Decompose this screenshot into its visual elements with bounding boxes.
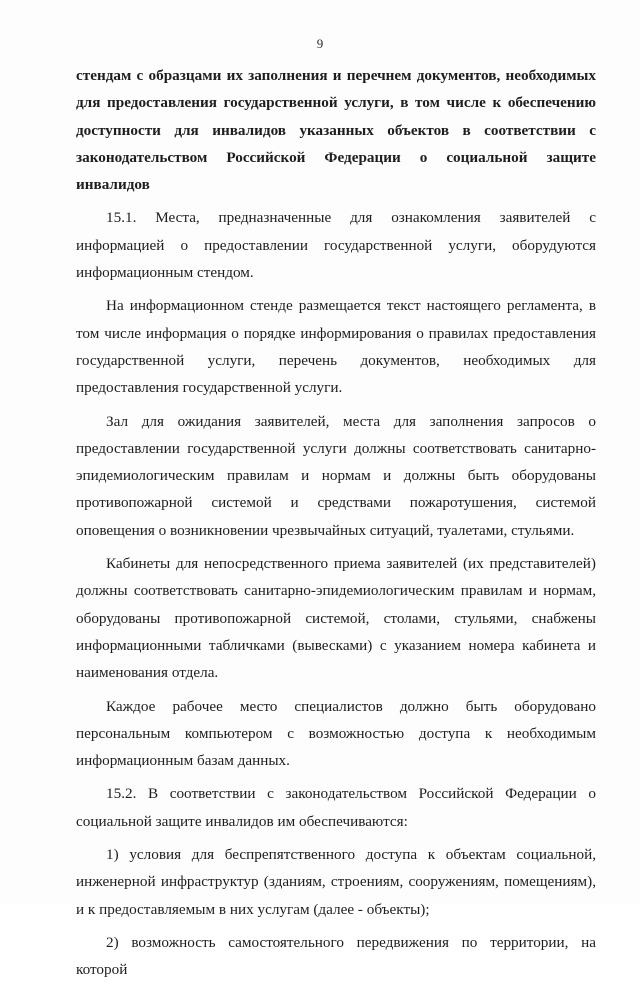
paragraph-15-1: 15.1. Места, предназначенные для ознакомления заявителей с информацией о предоставлении государственной услуги, оборудуются информационным стендом. <box>76 209 596 282</box>
document-body <box>76 62 596 984</box>
section-heading: стендам с образцами их заполнения и перечнем документов, необходимых для предоставления государственной услуги, в том числе к обеспечению доступности для инвалидов указанных объектов в соответствии с законодательством Российской Федерации о социальной защите инвалидов <box>76 67 596 194</box>
paragraph-offices: Кабинеты для непосредственного приема заявителей (их представителей) должны соответствовать санитарно-эпидемиологическим правилам и нормам, оборудованы противопожарной системой, столами, стульями, снабжены информационными табличками (вывесками) с указанием номера кабинета и наименования отдела. <box>76 555 596 682</box>
list-item-2: 2) возможность самостоятельного передвижения по территории, на которой <box>76 933 596 979</box>
page-number: 9 <box>316 36 324 51</box>
paragraph-workplace: Каждое рабочее место специалистов должно быть оборудовано персональным компьютером с возможностью доступа к необходимым информационным базам данных. <box>76 697 596 770</box>
list-item-1: 1) условия для беспрепятственного доступа к объектам социальной, инженерной инфраструктур (зданиям, строениям, сооружениям, помещениям), и к предоставляемым в них услугам (далее - объекты); <box>76 846 596 918</box>
paragraph-info-stand: На информационном стенде размещается текст настоящего регламента, в том числе информация о порядке информирования о правилах предоставления государственной услуги, перечень документов, необходимых для предоставления государственной услуги. <box>76 297 596 397</box>
paragraph-15-2: 15.2. В соответствии с законодательством Российской Федерации о социальной защите инвалидов им обеспечиваются: <box>76 785 596 830</box>
paragraph-waiting-hall: Зал для ожидания заявителей, места для заполнения запросов о предоставлении государственной услуги должны соответствовать санитарно-эпидемиологическим правилам и нормам и должны быть оборудованы противопожарной системой и средствами пожаротушения, системой оповещения о возникновении чрезвычайных ситуаций, туалетами, стульями. <box>76 412 596 539</box>
